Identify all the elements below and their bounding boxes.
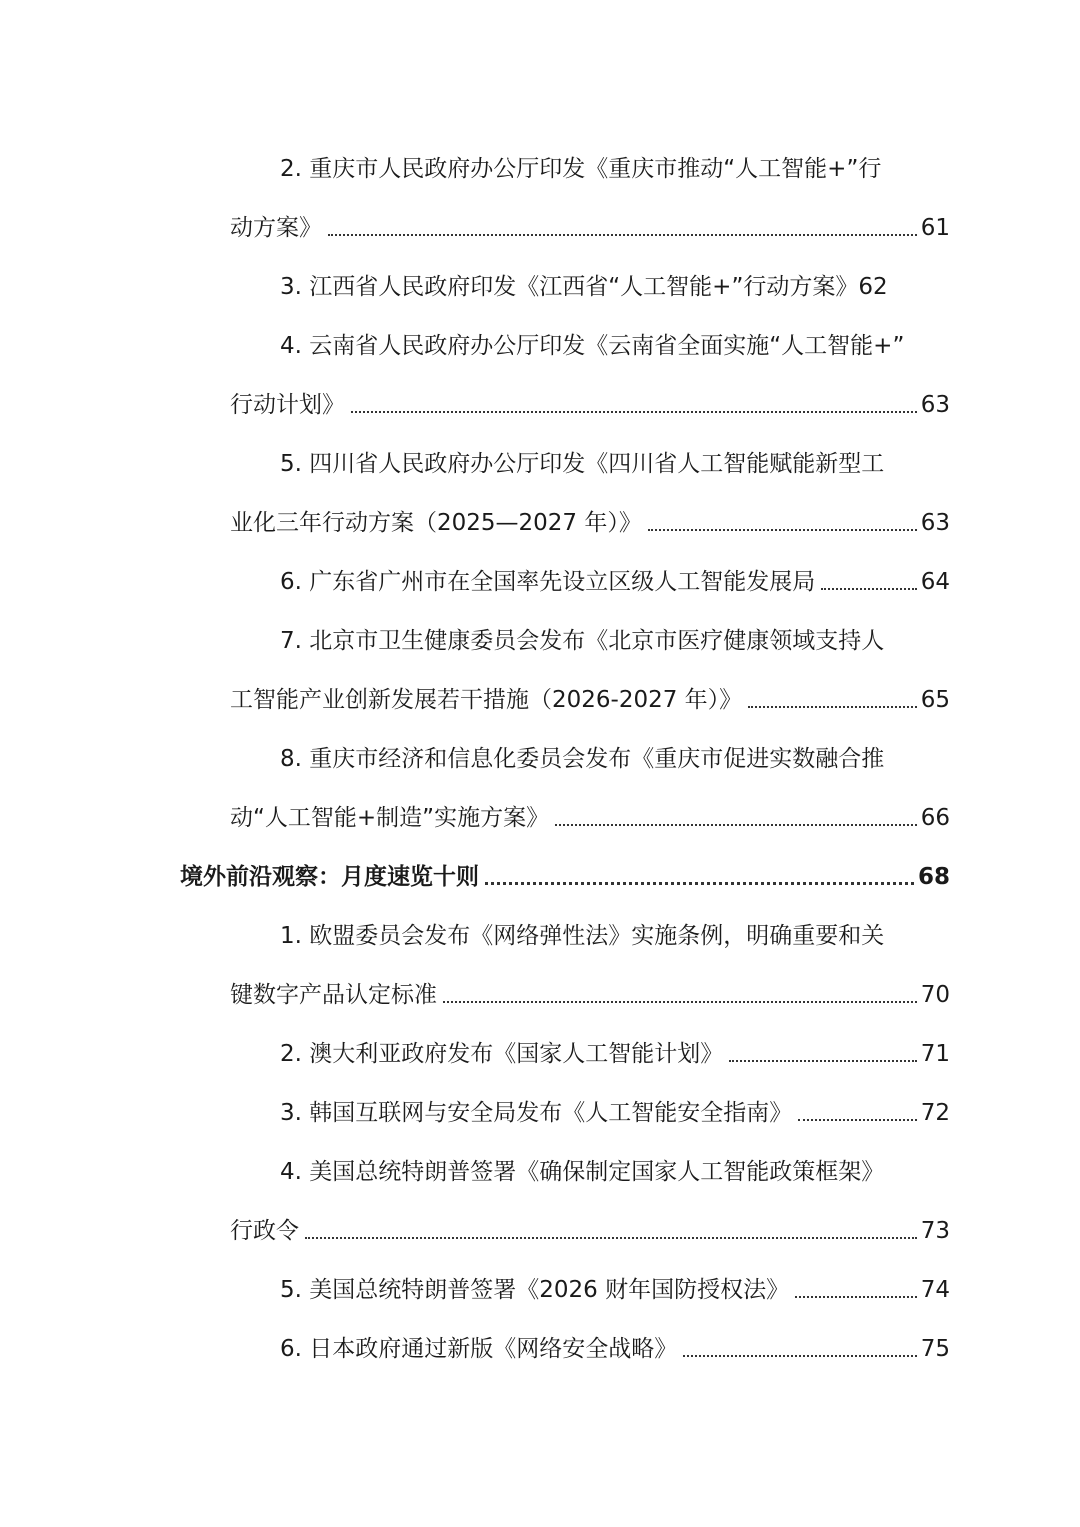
toc-entry-line — [0, 970, 950, 1010]
dot-leader — [485, 882, 914, 885]
page-number: 70 — [920, 982, 950, 1008]
dot-leader — [648, 529, 917, 531]
page-number: 61 — [920, 215, 950, 241]
toc-entry-text: 动“人工智能+制造”实施方案》 — [230, 805, 550, 831]
dot-leader — [729, 1060, 916, 1062]
dot-leader — [683, 1355, 916, 1357]
dot-leader — [305, 1237, 917, 1239]
toc-entry-line — [0, 1265, 950, 1305]
toc-entry-line — [0, 734, 950, 774]
toc-section-heading — [0, 852, 950, 892]
toc-entry-line — [0, 1324, 950, 1364]
page-number: 73 — [920, 1218, 950, 1244]
page-number: 65 — [920, 687, 950, 713]
toc-entry-text: 行政令 — [230, 1218, 299, 1244]
toc-entry-text: 键数字产品认定标准 — [230, 982, 437, 1008]
toc-entry-line — [0, 1206, 950, 1246]
dot-leader — [555, 824, 917, 826]
toc-entry-text: 动方案》 — [230, 215, 322, 241]
dot-leader — [443, 1001, 917, 1003]
toc-entry-text: 6. 广东省广州市在全国率先设立区级人工智能发展局 — [280, 569, 816, 595]
page-number: 72 — [920, 1100, 950, 1126]
toc-entry-text: 1. 欧盟委员会发布《网络弹性法》实施条例，明确重要和关 — [280, 923, 885, 949]
toc-entry-line — [0, 1147, 950, 1187]
toc-entry-line — [0, 616, 950, 656]
page-number: 75 — [920, 1336, 950, 1362]
dot-leader — [748, 706, 917, 708]
toc-entry-text: 5. 美国总统特朗普签署《2026 财年国防授权法》 — [280, 1277, 790, 1303]
toc-entry-text: 8. 重庆市经济和信息化委员会发布《重庆市促进实数融合推 — [280, 746, 885, 772]
dot-leader — [328, 234, 917, 236]
toc-entry-text: 7. 北京市卫生健康委员会发布《北京市医疗健康领域支持人 — [280, 628, 885, 654]
section-title: 境外前沿观察：月度速览十则 — [180, 864, 479, 890]
dot-leader — [821, 588, 916, 590]
toc-entry-text: 工智能产业创新发展若干措施（2026-2027 年）》 — [230, 687, 743, 713]
page-number: 66 — [920, 805, 950, 831]
toc-entry-line — [0, 439, 950, 479]
toc-entry-text: 2. 澳大利亚政府发布《国家人工智能计划》 — [280, 1041, 724, 1067]
toc-entry-text: 5. 四川省人民政府办公厅印发《四川省人工智能赋能新型工 — [280, 451, 885, 477]
toc-entry-line — [0, 793, 950, 833]
toc-entry-line — [0, 557, 950, 597]
toc-entry-text: 3. 江西省人民政府印发《江西省“人工智能+”行动方案》62 — [280, 274, 888, 300]
toc-entry-line — [0, 203, 950, 243]
toc-entry-text: 3. 韩国互联网与安全局发布《人工智能安全指南》 — [280, 1100, 793, 1126]
dot-leader — [798, 1119, 916, 1121]
toc-entry-line — [0, 262, 962, 302]
toc-entry-text: 6. 日本政府通过新版《网络安全战略》 — [280, 1336, 678, 1362]
dot-leader — [795, 1296, 917, 1298]
toc-entry-line — [0, 911, 950, 951]
toc-entry-text: 业化三年行动方案（2025—2027 年）》 — [230, 510, 642, 536]
toc-entry-line — [0, 1088, 950, 1128]
toc-entry-line — [0, 144, 950, 184]
toc-entry-line — [0, 1029, 950, 1069]
toc-entry-line — [0, 321, 950, 361]
page-number: 64 — [920, 569, 950, 595]
toc-entry-line — [0, 675, 950, 715]
toc-entry-line — [0, 380, 950, 420]
page-number: 68 — [917, 864, 950, 890]
page-number: 71 — [920, 1041, 950, 1067]
toc-entry-line — [0, 498, 950, 538]
page-number: 63 — [920, 510, 950, 536]
page-number: 63 — [920, 392, 950, 418]
toc-entry-text: 4. 美国总统特朗普签署《确保制定国家人工智能政策框架》 — [280, 1159, 885, 1185]
toc-entry-text: 行动计划》 — [230, 392, 345, 418]
page-number: 74 — [920, 1277, 950, 1303]
toc-entry-text: 2. 重庆市人民政府办公厅印发《重庆市推动“人工智能+”行 — [280, 156, 882, 182]
toc-entry-text: 4. 云南省人民政府办公厅印发《云南省全面实施“人工智能+” — [280, 333, 905, 359]
dot-leader — [351, 411, 917, 413]
